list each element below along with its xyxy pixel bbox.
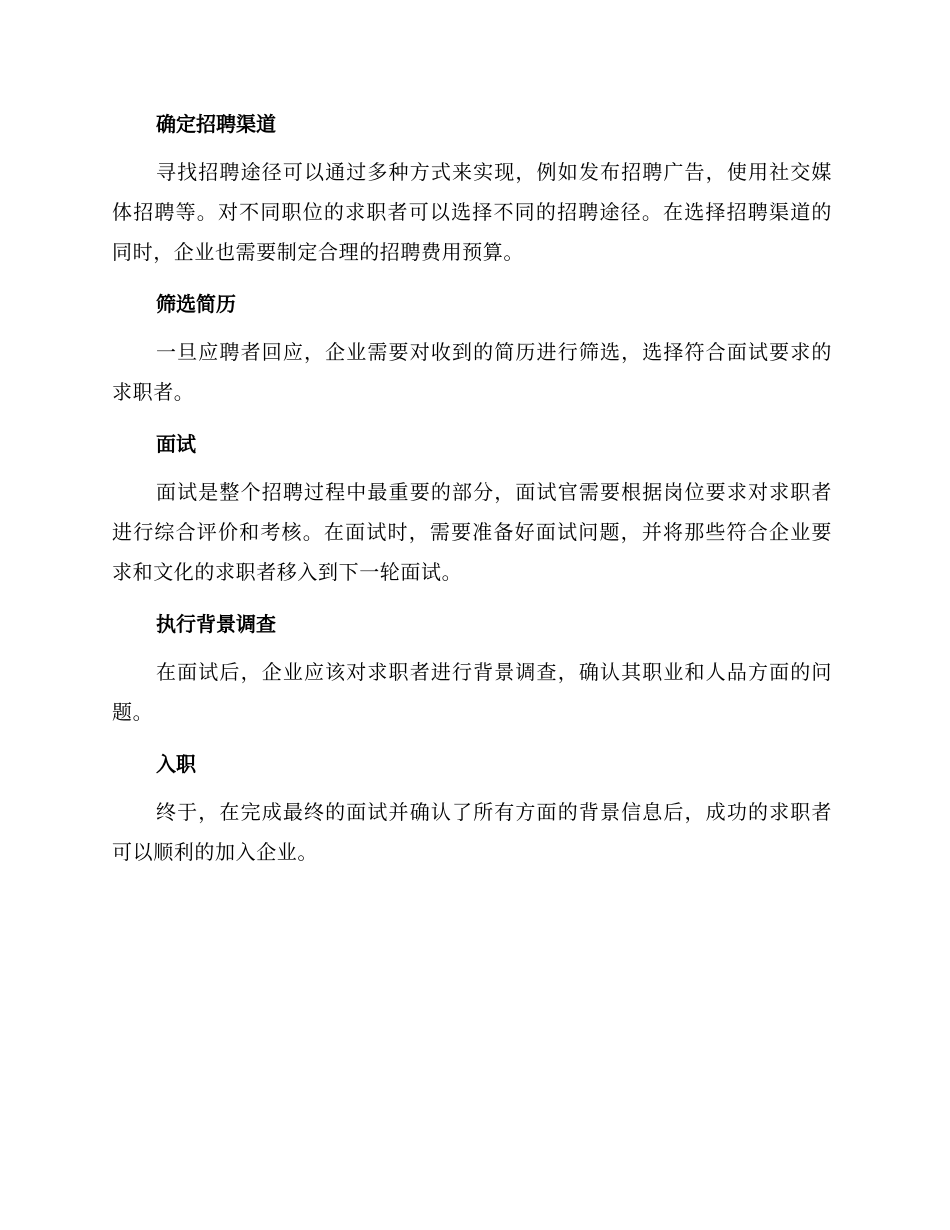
section-paragraph: 在面试后，企业应该对求职者进行背景调查，确认其职业和人品方面的问题。 — [112, 660, 832, 724]
document-content — [112, 104, 832, 884]
section-heading: 执行背景调查 — [156, 612, 276, 636]
section-paragraph: 面试是整个招聘过程中最重要的部分，面试官需要根据岗位要求对求职者进行综合评价和考核。在面试时，需要准备好面试问题，并将那些符合企业要求和文化的求职者移入到下一轮面试。 — [112, 480, 832, 584]
section-recruitment-channels — [112, 104, 832, 272]
section-heading: 入职 — [156, 752, 196, 776]
section-paragraph: 终于，在完成最终的面试并确认了所有方面的背景信息后，成功的求职者可以顺利的加入企业。 — [112, 800, 832, 864]
section-heading: 筛选简历 — [156, 292, 236, 316]
section-onboarding — [112, 744, 832, 872]
section-paragraph: 一旦应聘者回应，企业需要对收到的简历进行筛选，选择符合面试要求的求职者。 — [112, 340, 832, 404]
section-resume-screening — [112, 284, 832, 412]
section-background-check — [112, 604, 832, 732]
section-heading: 面试 — [156, 432, 196, 456]
section-interview — [112, 424, 832, 592]
section-heading: 确定招聘渠道 — [156, 112, 276, 136]
section-paragraph: 寻找招聘途径可以通过多种方式来实现，例如发布招聘广告，使用社交媒体招聘等。对不同职位的求职者可以选择不同的招聘途径。在选择招聘渠道的同时，企业也需要制定合理的招聘费用预算。 — [112, 160, 832, 264]
